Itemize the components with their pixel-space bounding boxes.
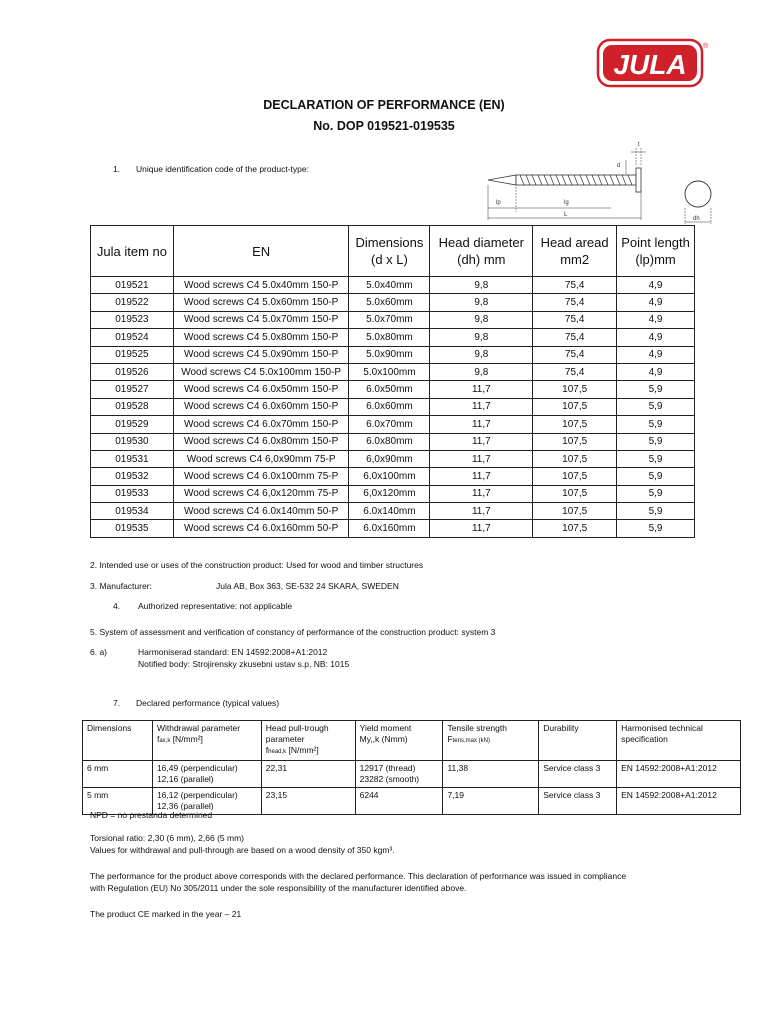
svg-text:lp: lp bbox=[496, 200, 501, 206]
header-head-area: Head aread mm2 bbox=[533, 226, 617, 277]
logo-text: JULA bbox=[613, 49, 687, 80]
table-cell: Wood screws C4 6.0x160mm 50-P bbox=[173, 520, 349, 537]
table-cell: 75,4 bbox=[533, 311, 617, 328]
table-cell: 11,7 bbox=[430, 485, 533, 502]
perf-cell: 7,19 bbox=[443, 788, 539, 815]
table-row bbox=[91, 329, 695, 346]
table-row bbox=[91, 416, 695, 433]
svg-text:d: d bbox=[617, 163, 621, 169]
table-cell: 4,9 bbox=[617, 346, 695, 363]
table-cell: 11,7 bbox=[430, 381, 533, 398]
table-row bbox=[91, 485, 695, 502]
table-cell: 4,9 bbox=[617, 363, 695, 380]
table-cell: 9,8 bbox=[430, 346, 533, 363]
item7-num: 7. bbox=[113, 698, 121, 708]
table-cell: 019530 bbox=[91, 433, 174, 450]
table-cell: 75,4 bbox=[533, 329, 617, 346]
perf-cell: 23,15 bbox=[261, 788, 355, 815]
perf-header-durability: Durability bbox=[539, 721, 617, 761]
table-cell: 6.0x70mm bbox=[349, 416, 430, 433]
table-cell: 107,5 bbox=[533, 433, 617, 450]
perf-header-tensile: Tensile strength Ftens,max (kN) bbox=[443, 721, 539, 761]
table-cell: 5,9 bbox=[617, 450, 695, 467]
table-cell: Wood screws C4 5.0x70mm 150-P bbox=[173, 311, 349, 328]
table-cell: Wood screws C4 6,0x120mm 75-P bbox=[173, 485, 349, 502]
torsional-ratio: Torsional ratio: 2,30 (6 mm), 2,66 (5 mm) bbox=[90, 833, 244, 843]
table-row bbox=[91, 503, 695, 520]
table-cell: 9,8 bbox=[430, 277, 533, 294]
table-cell: 9,8 bbox=[430, 329, 533, 346]
table-row bbox=[91, 346, 695, 363]
table-cell: 6.0x60mm bbox=[349, 398, 430, 415]
table-cell: 019522 bbox=[91, 294, 174, 311]
perf-cell: 16,12 (perpendicular) 12,36 (parallel) bbox=[152, 788, 261, 815]
table-cell: 4,9 bbox=[617, 277, 695, 294]
header-head-diameter: Head diameter (dh) mm bbox=[430, 226, 533, 277]
table-cell: 4,9 bbox=[617, 311, 695, 328]
doc-number: No. DOP 019521-019535 bbox=[313, 119, 455, 133]
perf-cell: 16,49 (perpendicular) 12,16 (parallel) bbox=[152, 761, 261, 788]
declared-performance: Declared performance (typical values) bbox=[136, 698, 280, 708]
table-cell: 6.0x80mm bbox=[349, 433, 430, 450]
item6-num: 6. a) bbox=[90, 647, 108, 657]
table-cell: 9,8 bbox=[430, 363, 533, 380]
table-cell: 5.0x60mm bbox=[349, 294, 430, 311]
perf-row bbox=[83, 761, 741, 788]
perf-cell: Service class 3 bbox=[539, 788, 617, 815]
table-cell: 019535 bbox=[91, 520, 174, 537]
svg-text:t: t bbox=[638, 142, 640, 148]
table-cell: 75,4 bbox=[533, 277, 617, 294]
perf-cell: Service class 3 bbox=[539, 761, 617, 788]
header-item-no: Jula item no bbox=[91, 226, 174, 277]
performance-table bbox=[82, 720, 741, 815]
ce-marked: The product CE marked in the year – 21 bbox=[90, 909, 242, 919]
table-cell: 11,7 bbox=[430, 503, 533, 520]
header-point-length: Point length (lp)mm bbox=[617, 226, 695, 277]
table-cell: 6.0x140mm bbox=[349, 503, 430, 520]
table-cell: 75,4 bbox=[533, 294, 617, 311]
perf-cell: EN 14592:2008+A1:2012 bbox=[617, 788, 741, 815]
table-cell: 4,9 bbox=[617, 329, 695, 346]
perf-header-dimensions: Dimensions bbox=[83, 721, 153, 761]
perf-cell: EN 14592:2008+A1:2012 bbox=[617, 761, 741, 788]
table-cell: 019527 bbox=[91, 381, 174, 398]
table-cell: 019531 bbox=[91, 450, 174, 467]
item1-num: 1. bbox=[113, 164, 121, 174]
table-row bbox=[91, 398, 695, 415]
table-cell: 5,9 bbox=[617, 520, 695, 537]
table-cell: 4,9 bbox=[617, 294, 695, 311]
table-row bbox=[91, 311, 695, 328]
density-note: Values for withdrawal and pull-through are based on a wood density of 350 kgm³. bbox=[90, 845, 395, 855]
table-cell: 6,0x90mm bbox=[349, 450, 430, 467]
table-cell: 5.0x80mm bbox=[349, 329, 430, 346]
svg-text:L: L bbox=[564, 212, 568, 218]
table-cell: 107,5 bbox=[533, 520, 617, 537]
table-cell: Wood screws C4 6.0x50mm 150-P bbox=[173, 381, 349, 398]
npd-note: NPD = no prestanda determined bbox=[90, 810, 213, 820]
table-cell: 6,0x120mm bbox=[349, 485, 430, 502]
table-cell: 019528 bbox=[91, 398, 174, 415]
table-cell: 9,8 bbox=[430, 294, 533, 311]
table-cell: Wood screws C4 5.0x80mm 150-P bbox=[173, 329, 349, 346]
intended-use: 2. Intended use or uses of the construction product: Used for wood and timber structures bbox=[90, 560, 424, 570]
header-dimensions: Dimensions (d x L) bbox=[349, 226, 430, 277]
table-cell: 019525 bbox=[91, 346, 174, 363]
table-cell: 75,4 bbox=[533, 363, 617, 380]
perf-cell: 6244 bbox=[355, 788, 443, 815]
table-cell: 019532 bbox=[91, 468, 174, 485]
notified-body: Notified body: Strojirensky zkusebni ustav s.p, NB: 1015 bbox=[138, 659, 350, 669]
perf-header-yield: Yield moment My,,k (Nmm) bbox=[355, 721, 443, 761]
table-cell: Wood screws C4 5.0x40mm 150-P bbox=[173, 277, 349, 294]
table-cell: 107,5 bbox=[533, 503, 617, 520]
table-cell: 6.0x160mm bbox=[349, 520, 430, 537]
authorized-rep: Authorized representative: not applicable bbox=[138, 601, 293, 611]
table-cell: 11,7 bbox=[430, 450, 533, 467]
table-cell: Wood screws C4 6.0x80mm 150-P bbox=[173, 433, 349, 450]
table-cell: 6.0x100mm bbox=[349, 468, 430, 485]
table-cell: 5,9 bbox=[617, 503, 695, 520]
table-cell: 5.0x90mm bbox=[349, 346, 430, 363]
table-cell: 107,5 bbox=[533, 381, 617, 398]
table-cell: 5.0x70mm bbox=[349, 311, 430, 328]
table-row bbox=[91, 450, 695, 467]
table-row bbox=[91, 520, 695, 537]
table-row bbox=[91, 294, 695, 311]
table-cell: Wood screws C4 5.0x90mm 150-P bbox=[173, 346, 349, 363]
perf-header-spec: Harmonised technical specification bbox=[617, 721, 741, 761]
logo-registered: ® bbox=[703, 43, 708, 50]
svg-text:dh: dh bbox=[693, 216, 700, 222]
table-cell: 019534 bbox=[91, 503, 174, 520]
table-cell: 9,8 bbox=[430, 311, 533, 328]
table-cell: 019533 bbox=[91, 485, 174, 502]
table-cell: 019524 bbox=[91, 329, 174, 346]
table-cell: 107,5 bbox=[533, 485, 617, 502]
perf-cell: 22,31 bbox=[261, 761, 355, 788]
screw-diagram bbox=[486, 140, 718, 226]
table-row bbox=[91, 468, 695, 485]
table-row bbox=[91, 363, 695, 380]
perf-header-row bbox=[83, 721, 741, 761]
table-row bbox=[91, 381, 695, 398]
table-cell: 5,9 bbox=[617, 485, 695, 502]
product-table bbox=[90, 225, 695, 538]
table-cell: Wood screws C4 5.0x100mm 150-P bbox=[173, 363, 349, 380]
table-row bbox=[91, 277, 695, 294]
table-cell: 107,5 bbox=[533, 468, 617, 485]
perf-cell: 6 mm bbox=[83, 761, 153, 788]
table-cell: Wood screws C4 6.0x60mm 150-P bbox=[173, 398, 349, 415]
table-cell: 107,5 bbox=[533, 398, 617, 415]
perf-header-head-pull: Head pull-trough parameter fhead,k [N/mm²] bbox=[261, 721, 355, 761]
item4-num: 4. bbox=[113, 601, 121, 611]
table-cell: 11,7 bbox=[430, 416, 533, 433]
table-cell: 75,4 bbox=[533, 346, 617, 363]
table-cell: 019521 bbox=[91, 277, 174, 294]
table-cell: 019526 bbox=[91, 363, 174, 380]
table-header-row bbox=[91, 226, 695, 277]
table-cell: 11,7 bbox=[430, 398, 533, 415]
table-cell: 5.0x40mm bbox=[349, 277, 430, 294]
perf-header-withdrawal: Withdrawal parameter fax,k [N/mm²] bbox=[152, 721, 261, 761]
table-cell: 019529 bbox=[91, 416, 174, 433]
performance-statement-line2: with Regulation (EU) No 305/2011 under the sole responsibility of the manufacturer identified above. bbox=[90, 883, 467, 893]
perf-cell: 12917 (thread) 23282 (smooth) bbox=[355, 761, 443, 788]
table-cell: 5,9 bbox=[617, 433, 695, 450]
item1-text: Unique identification code of the product-type: bbox=[136, 164, 309, 174]
table-cell: 5.0x100mm bbox=[349, 363, 430, 380]
table-cell: 11,7 bbox=[430, 468, 533, 485]
jula-logo bbox=[596, 38, 708, 88]
header-en: EN bbox=[173, 226, 349, 277]
table-cell: Wood screws C4 6.0x100mm 75-P bbox=[173, 468, 349, 485]
table-cell: 107,5 bbox=[533, 450, 617, 467]
table-cell: 107,5 bbox=[533, 416, 617, 433]
perf-cell: 11,38 bbox=[443, 761, 539, 788]
table-row bbox=[91, 433, 695, 450]
table-cell: Wood screws C4 6,0x90mm 75-P bbox=[173, 450, 349, 467]
table-cell: Wood screws C4 6.0x140mm 50-P bbox=[173, 503, 349, 520]
table-cell: 5,9 bbox=[617, 398, 695, 415]
table-cell: 11,7 bbox=[430, 433, 533, 450]
table-cell: Wood screws C4 6.0x70mm 150-P bbox=[173, 416, 349, 433]
manufacturer-label: 3. Manufacturer: bbox=[90, 581, 152, 591]
system-assessment: 5. System of assessment and verification of constancy of performance of the construction product: system 3 bbox=[90, 627, 496, 637]
table-cell: 5,9 bbox=[617, 381, 695, 398]
svg-text:lg: lg bbox=[564, 200, 569, 206]
manufacturer-value: Jula AB, Box 363, SE-532 24 SKARA, SWEDEN bbox=[216, 581, 399, 591]
table-cell: Wood screws C4 5.0x60mm 150-P bbox=[173, 294, 349, 311]
harmonised-standard: Harmoniserad standard: EN 14592:2008+A1:2012 bbox=[138, 647, 328, 657]
table-cell: 6.0x50mm bbox=[349, 381, 430, 398]
table-cell: 019523 bbox=[91, 311, 174, 328]
doc-title: DECLARATION OF PERFORMANCE (EN) bbox=[263, 98, 505, 112]
perf-cell: 5 mm bbox=[83, 788, 153, 815]
table-cell: 5,9 bbox=[617, 468, 695, 485]
performance-statement-line1: The performance for the product above corresponds with the declared performance. This declaration of performance was issued in compliance bbox=[90, 871, 627, 881]
table-cell: 5,9 bbox=[617, 416, 695, 433]
table-cell: 11,7 bbox=[430, 520, 533, 537]
